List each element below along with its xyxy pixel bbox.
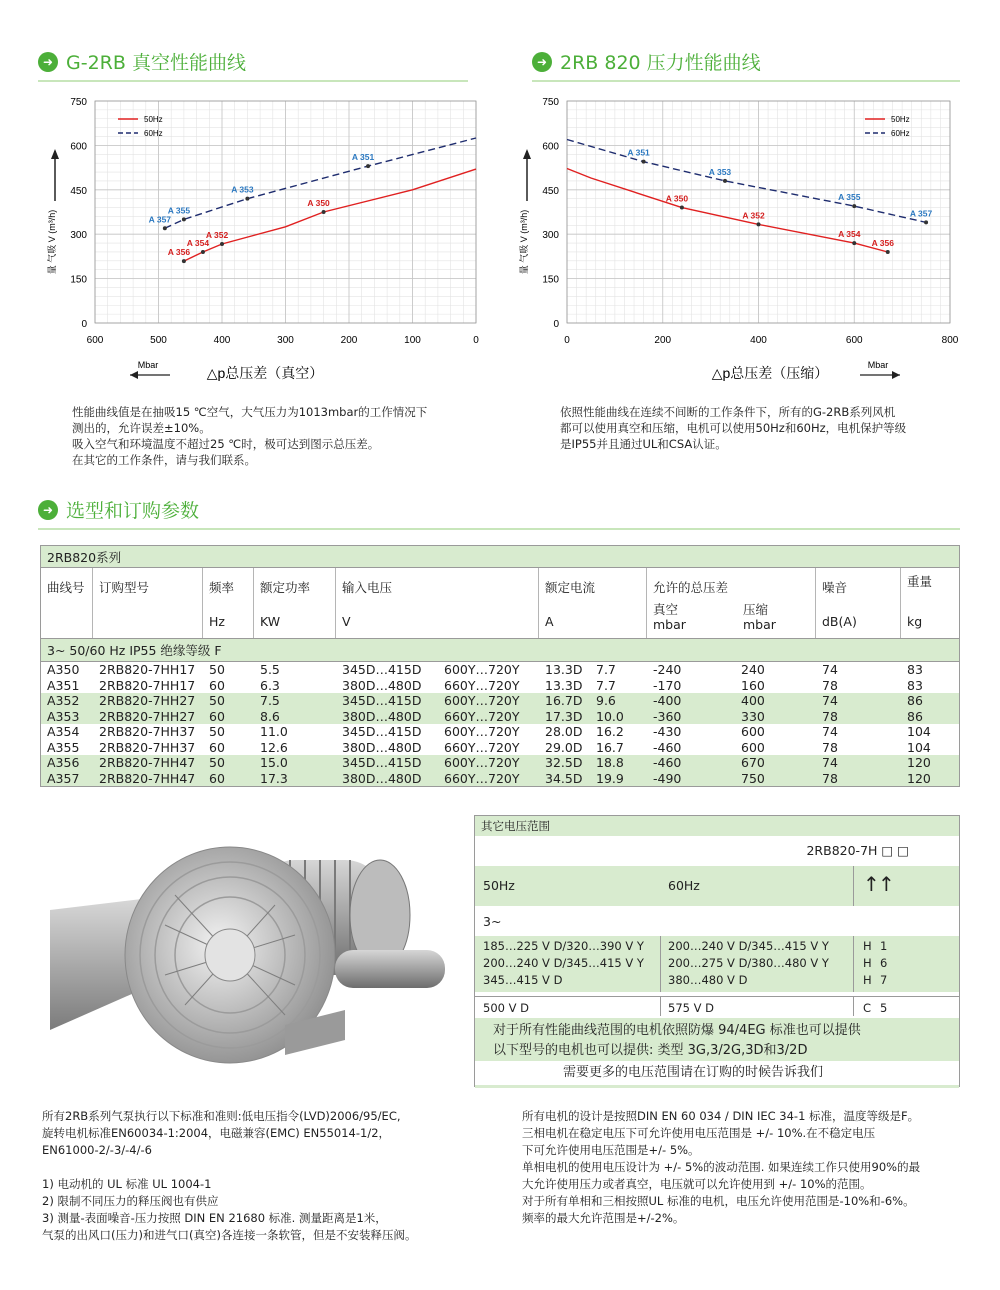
table-row [41,724,959,740]
y-tick-label: 750 [542,97,559,108]
unit-label: dB(A) [822,614,857,629]
description-line: 都可以使用真空和压缩，电机可以使用50Hz和60Hz，电机保护等级 [560,421,907,435]
data-point [680,206,684,210]
header-label: 额定功率 [260,580,311,595]
table-cell: 2RB820-7HH47 [99,755,196,770]
voltage-cell: 575 V D [668,1001,714,1015]
table-cell: 600 [741,724,765,739]
table-cell: 600Y…720Y [444,662,520,677]
x-tick-label: 100 [404,335,421,346]
x-tick-label: 0 [564,335,570,346]
table-cell: 86 [907,708,923,724]
y-tick-label: 450 [70,185,87,197]
table-cell: 400 [741,693,765,708]
table-cell: 660Y…720Y [444,770,520,786]
table-cell: 74 [822,662,838,677]
table-cell: A355 [47,739,80,755]
motor-notes [522,1108,920,1227]
table-cell: 50 [209,755,225,770]
table-cell: 380D…480D [342,677,422,693]
table-cell: 17.3 [260,770,288,786]
pressure-subheader [743,602,776,632]
table-cell: 240 [741,662,765,677]
data-label: A 351 [351,152,375,163]
voltage-note-1: 对于所有性能曲线范围的电机依照防爆 94/4EG 标准也可以提供 [493,1023,861,1038]
table-cell: 16.2 [596,724,624,739]
arrow-left-icon [130,371,138,379]
order-section-title: 选型和订购参数 [66,500,200,522]
data-label: A 355 [838,192,861,203]
table-cell: 29.0D [545,739,583,755]
header-cell [93,568,203,638]
table-cell: 50 [209,662,225,677]
table-cell: 60 [209,770,225,786]
voltage-note-3: 需要更多的电压范围请在订购的时候告诉我们 [475,1061,959,1085]
divider [853,997,854,1016]
data-point [163,226,167,230]
note-line: 下可允许使用电压范围是+/- 5%。 [522,1143,700,1157]
table-cell: 78 [822,677,838,693]
data-label: A 357 [909,208,933,219]
y-tick-label: 600 [70,141,87,153]
unit-label: V [342,614,351,629]
y-tick-label: 450 [542,185,559,197]
table-row [41,755,959,771]
unit-label: Hz [209,614,225,629]
arrow-right-icon: ➜ [532,52,552,72]
table-cell: 2RB820-7HH37 [99,724,196,739]
header-label: 噪音 [822,580,848,595]
description-line: 依照性能曲线在连续不间断的工作条件下，所有的G-2RB系列风机 [560,405,896,419]
voltage-range-box [474,815,960,1087]
table-cell: 9.6 [596,693,616,708]
table-cell: 18.8 [596,755,624,770]
data-point [723,179,727,183]
divider [38,80,468,82]
voltage-note-2: 以下型号的电机也可以提供: 类型 3G,3/2G,3D和3/2D [493,1043,808,1058]
x-tick-label: 200 [340,335,358,346]
pressure-sub-label: 压缩 [743,602,769,617]
header-cell [647,568,816,638]
pressure-sub-label: 真空 [653,602,679,617]
table-cell: 160 [741,677,765,693]
table-cell: 345D…415D [342,662,422,677]
order-table [40,545,960,787]
table-cell: A352 [47,693,80,708]
table-cell: 12.6 [260,739,288,755]
table-cell: 60 [209,677,225,693]
table-header [41,568,959,638]
table-cell: 345D…415D [342,693,422,708]
voltage-cell: H [863,973,872,987]
hz50-label: 50Hz [483,878,515,893]
table-cell: A357 [47,770,80,786]
table-cell: 28.0D [545,724,583,739]
table-cell: 17.3D [545,708,583,724]
table-cell: 345D…415D [342,755,422,770]
data-label: A 354 [186,237,210,248]
data-point [886,250,890,254]
voltage-cell: 185…225 V D/320…390 V Y [483,939,644,953]
table-note-row [41,638,959,662]
voltage-cell: C [863,1001,872,1015]
voltage-cell: 500 V D [483,1001,529,1015]
pressure-subheader [653,602,686,632]
data-point [366,164,370,168]
note-line: 对于所有单相和三相按照UL 标准的电机，电压允许使用范围是-10%和-6%。 [522,1194,915,1208]
x-axis-label: △p总压差（压缩） [711,365,829,381]
y-tick-label: 0 [81,319,87,330]
table-cell: -240 [653,662,682,677]
table-cell: 104 [907,739,931,755]
voltage-notes [475,1018,959,1088]
table-cell: 2RB820-7HH47 [99,770,196,786]
x-tick-label: 600 [86,335,104,346]
table-cell: A351 [47,677,80,693]
x-axis-label: △p总压差（真空） [206,365,324,381]
x-axis-unit: Mbar [137,360,159,370]
description-line: 吸入空气和环境温度不超过25 ℃时，极可达到图示总压差。 [72,437,380,451]
description-line: 是IP55并且通过UL和CSA认证。 [560,437,727,451]
data-label: A 353 [231,184,254,195]
table-cell: -430 [653,724,682,739]
note-line [42,1159,416,1176]
header-cell [901,568,959,638]
table-cell: A354 [47,724,80,739]
hz60-label: 60Hz [668,878,700,893]
table-cell: 60 [209,708,225,724]
divider [660,997,661,1016]
divider [532,80,960,82]
note-line: 所有2RB系列气泵执行以下标准和准则:低电压指令(LVD)2006/95/EC, [42,1109,401,1123]
table-cell: 600Y…720Y [444,755,520,770]
voltage-cell: 200…240 V D/345…415 V Y [483,956,644,970]
note-line: 频率的最大允许范围是+/-2%。 [522,1211,685,1225]
voltage-cell: H [863,939,872,953]
table-cell: 600Y…720Y [444,693,520,708]
arrow-right-icon: ➜ [38,500,58,520]
table-body [41,662,959,786]
note-line: 3) 测量-表面噪音-压力按照 DIN EN 21680 标准. 测量距离是1米， [42,1211,387,1225]
voltage-cell: 345…415 V D [483,973,563,987]
table-cell: 5.5 [260,662,280,677]
vacuum-chart-svg [40,90,490,400]
y-tick-label: 0 [553,319,559,330]
note-line: 三相电机在稳定电压下可允许使用电压范围是 +/- 10%.在不稳定电压 [522,1126,876,1140]
table-cell: 78 [822,708,838,724]
header-cell [254,568,336,638]
table-row [41,740,959,756]
table-cell: -360 [653,708,682,724]
table-cell: 83 [907,677,923,693]
x-tick-label: 600 [845,335,863,346]
note-line: 单相电机的使用电压设计为 +/- 5%的波动范围. 如果连续工作只使用90%的最 [522,1160,921,1174]
table-cell: 660Y…720Y [444,708,520,724]
table-cell: 60 [209,739,225,755]
table-cell: 380D…480D [342,708,422,724]
table-cell: A356 [47,755,80,770]
table-cell: 34.5D [545,770,583,786]
arrow-up-icon: ↑ [863,872,880,896]
table-cell: 380D…480D [342,770,422,786]
legend-label: 60Hz [891,129,910,138]
x-tick-label: 800 [941,335,959,346]
table-cell: 19.9 [596,770,624,786]
data-label: A 351 [627,147,650,158]
table-cell: 16.7 [596,739,624,755]
voltage-cell: 200…275 V D/380…480 V Y [668,956,829,970]
table-cell: -490 [653,770,682,786]
pressure-section-title: 2RB 820 压力性能曲线 [560,52,761,74]
table-cell: 7.7 [596,662,616,677]
data-point [201,250,205,254]
table-cell: A353 [47,708,80,724]
table-row [41,662,959,678]
voltage-cell: 5 [880,1001,888,1015]
table-cell: -170 [653,677,682,693]
vacuum-chart [40,90,490,400]
table-cell: 104 [907,724,931,739]
pressure-section-header [532,48,761,75]
voltage-model: 2RB820-7H □ □ [806,843,909,858]
table-cell: 2RB820-7HH37 [99,739,196,755]
note-line: 1) 电动机的 UL 标准 UL 1004-1 [42,1177,212,1191]
table-cell: 13.3D [545,677,583,693]
table-cell: 660Y…720Y [444,677,520,693]
header-cell [816,568,901,638]
x-tick-label: 400 [213,335,231,346]
voltage-rows [475,936,959,992]
data-label: A 355 [167,205,191,216]
pressure-description [560,404,906,452]
data-point [642,160,646,164]
voltage-cell: 6 [880,956,888,970]
table-cell: 120 [907,770,931,786]
data-point [182,259,186,263]
table-row [41,693,959,709]
table-cell: 74 [822,693,838,708]
legend-label: 50Hz [144,115,163,124]
table-cell: -400 [653,693,682,708]
pressure-chart [505,90,975,400]
data-label: A 352 [205,229,229,240]
table-cell: 330 [741,708,765,724]
pressure-sub-unit: mbar [743,617,776,632]
table-series-label: 2RB820系列 [47,549,122,565]
table-cell: 86 [907,693,923,708]
table-cell: 13.3D [545,662,583,677]
divider [660,936,661,992]
header-cell [203,568,254,638]
data-label: A 356 [167,247,191,258]
description-line: 测出的，允许误差±10%。 [72,421,211,435]
legend-label: 50Hz [891,115,910,124]
x-tick-label: 0 [473,335,479,346]
note-line: 大允许使用压力或者真空，电压就可以允许使用到 +/- 10%的范围。 [522,1177,872,1191]
y-tick-label: 750 [70,97,87,108]
table-cell: 7.5 [260,693,280,708]
header-label: 额定电流 [545,580,596,595]
table-cell: 83 [907,662,923,677]
table-cell: 2RB820-7HH27 [99,708,196,724]
table-cell: 670 [741,755,765,770]
arrow-up-icon [523,149,531,159]
unit-label: kg [907,614,923,629]
unit-label: KW [260,614,281,629]
y-axis-label: 量 气吸 V (m³/h) [519,209,529,275]
header-label: 频率 [209,580,235,595]
table-cell: 78 [822,770,838,786]
table-cell: 120 [907,755,931,770]
description-line: 在其它的工作条件，请与我们联系。 [72,453,256,467]
series-line [165,138,476,228]
table-cell: -460 [653,739,682,755]
phase-label: 3~ [483,914,502,929]
data-label: A 356 [871,237,894,248]
data-point [757,222,761,226]
voltage-row-500 [475,996,959,1016]
table-cell: 32.5D [545,755,583,770]
voltage-cell: 7 [880,973,888,987]
standards-notes [42,1108,416,1244]
note-line: 旋转电机标准EN60034-1:2004，电磁兼容(EMC) EN55014-1/2， [42,1126,391,1140]
table-cell: 78 [822,739,838,755]
table-cell: A350 [47,662,80,677]
header-label: 曲线号 [47,580,85,595]
table-cell: 600Y…720Y [444,724,520,739]
data-point [852,241,856,245]
pressure-chart-svg [505,90,975,400]
table-cell: 345D…415D [342,724,422,739]
divider [853,866,854,906]
data-point [852,204,856,208]
x-tick-label: 200 [654,335,672,346]
y-tick-label: 150 [70,274,87,286]
data-label: A 350 [307,198,330,208]
voltage-hz-row [475,866,959,906]
y-tick-label: 150 [542,274,559,286]
header-label: 订购型号 [99,580,150,595]
voltage-cell: 1 [880,939,888,953]
data-label: A 357 [148,214,172,225]
data-label: A 352 [742,210,765,221]
table-cell: 660Y…720Y [444,739,520,755]
y-tick-label: 300 [70,230,87,242]
arrow-up-icon [51,149,59,159]
table-cell: 50 [209,724,225,739]
vacuum-description [72,404,427,468]
table-cell: 74 [822,755,838,770]
table-series-row [41,546,959,568]
table-cell: 2RB820-7HH27 [99,693,196,708]
data-label: A 354 [838,229,861,240]
table-row [41,771,959,787]
table-cell: 8.6 [260,708,280,724]
table-note: 3~ 50/60 Hz IP55 绝缘等级 F [47,643,222,658]
unit-label: A [545,614,554,629]
note-line: 2) 限制不同压力的释压阀也有供应 [42,1194,219,1208]
header-cell [539,568,647,638]
table-row [41,709,959,725]
table-cell: -460 [653,755,682,770]
note-line: 气泵的出风口(压力)和进气口(真空)各连接一条软管，但是不安装释压阀。 [42,1228,417,1242]
table-cell: 74 [822,724,838,739]
table-cell: 750 [741,770,765,786]
series-line [184,169,476,261]
table-cell: 2RB820-7HH17 [99,662,196,677]
data-label: A 353 [708,166,732,177]
data-point [245,197,249,201]
table-cell: 11.0 [260,724,288,739]
data-point [322,210,326,214]
table-cell: 10.0 [596,708,624,724]
table-cell: 50 [209,693,225,708]
note-line: EN61000-2/-3/-4/-6 [42,1143,152,1157]
divider [38,528,960,530]
table-cell: 16.7D [545,693,583,708]
header-label: 允许的总压差 [653,580,729,595]
x-tick-label: 500 [150,335,167,346]
table-cell: 600 [741,739,765,755]
data-label: A 350 [665,193,689,204]
divider [853,936,854,992]
y-tick-label: 600 [542,141,559,153]
arrow-up-icon: ↑ [878,872,895,896]
note-line: 所有电机的设计是按照DIN EN 60 034 / DIN IEC 34-1 标准，温度等级是F。 [522,1109,920,1123]
x-axis-unit: Mbar [867,360,889,370]
data-point [924,220,928,224]
y-tick-label: 300 [542,230,559,242]
table-cell: 6.3 [260,677,280,693]
y-axis-label: 量 气吸 V (m³/h) [47,209,57,275]
legend-label: 60Hz [144,129,163,138]
header-label: 输入电压 [342,580,393,595]
table-cell: 15.0 [260,755,288,770]
voltage-cell: 380…480 V D [668,973,748,987]
table-cell: 7.7 [596,677,616,693]
header-label: 重量 [907,574,933,589]
x-tick-label: 400 [750,335,767,346]
vacuum-section-header [38,48,246,75]
pressure-sub-unit: mbar [653,617,686,632]
table-row [41,678,959,694]
header-row [41,568,959,638]
header-cell [41,568,93,638]
arrow-right-icon [892,371,900,379]
voltage-cell: 200…240 V D/345…415 V Y [668,939,829,953]
header-cell [336,568,539,638]
table-cell: 380D…480D [342,739,422,755]
data-point [220,242,224,246]
table-cell: 2RB820-7HH17 [99,677,196,693]
data-point [182,217,186,221]
vacuum-section-title: G-2RB 真空性能曲线 [66,52,246,74]
arrow-right-icon: ➜ [38,52,58,72]
blower-pump-image [45,835,460,1075]
voltage-title: 其它电压范围 [475,816,959,836]
description-line: 性能曲线值是在抽吸15 ℃空气，大气压力为1013mbar的工作情况下 [72,405,428,419]
voltage-cell: H [863,956,872,970]
order-section-header [38,496,199,523]
x-tick-label: 300 [277,335,294,346]
